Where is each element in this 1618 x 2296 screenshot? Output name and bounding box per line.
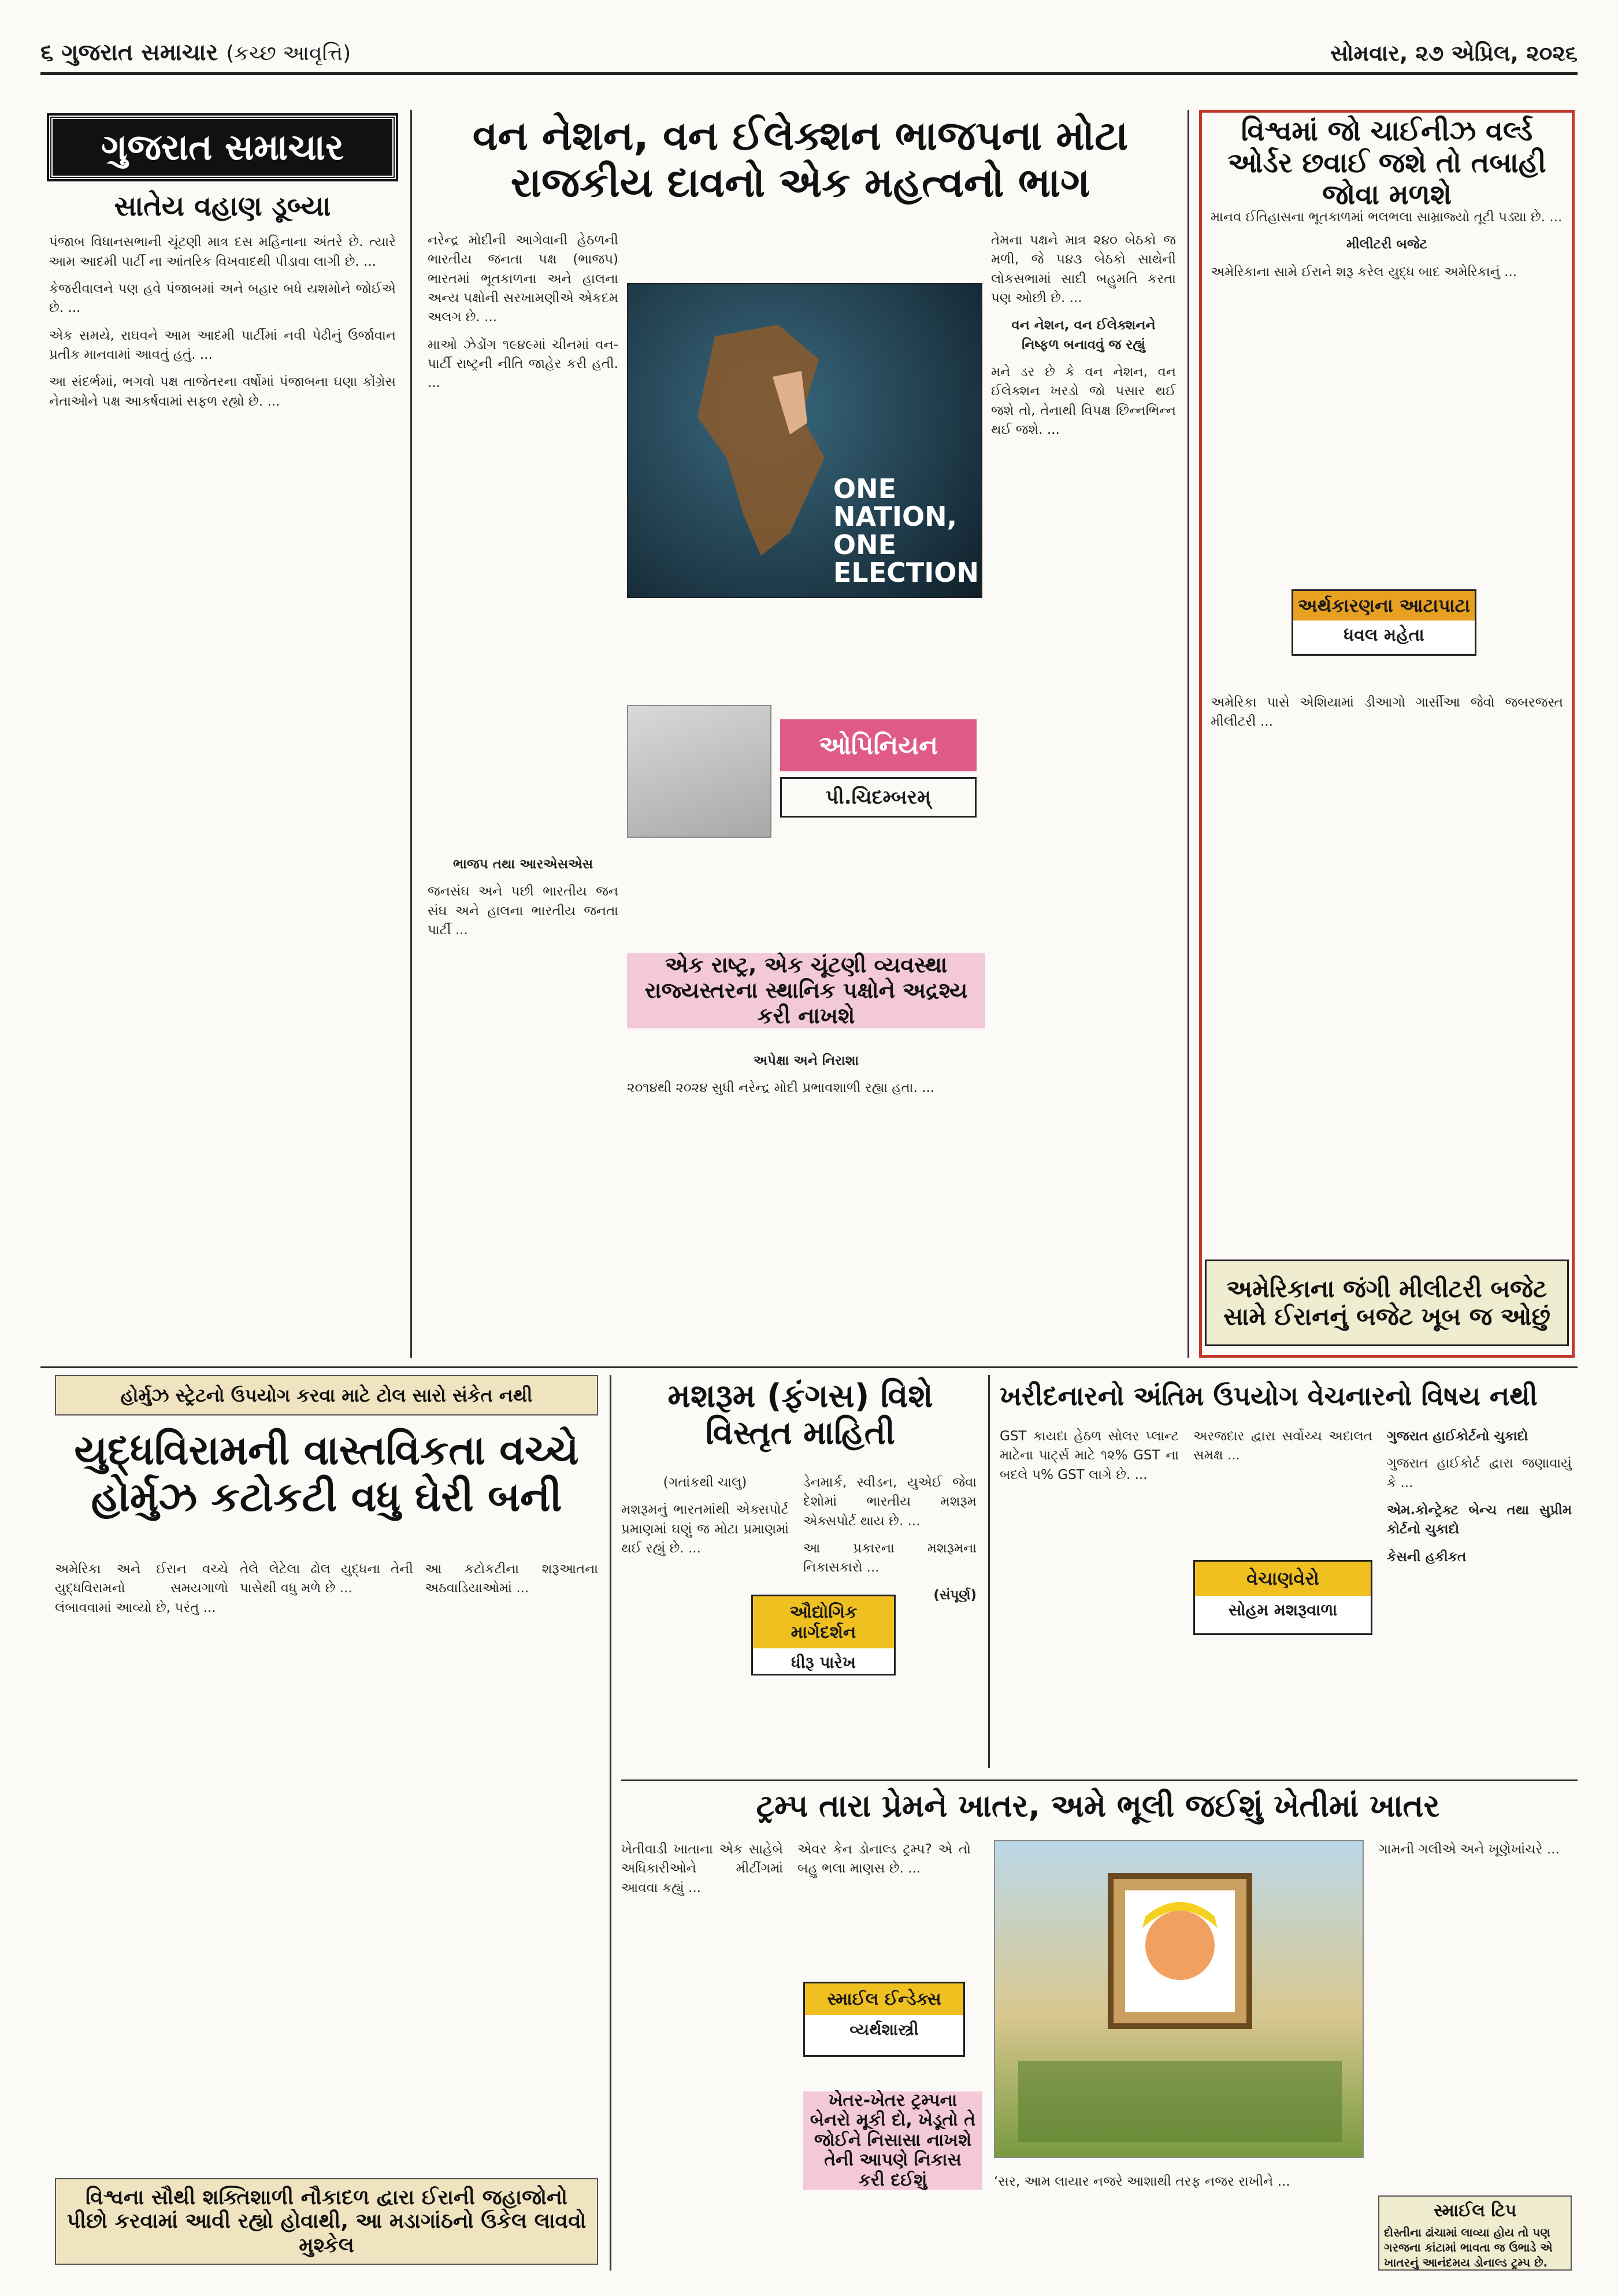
- hormuz-col-3: [425, 1560, 598, 1607]
- gst-column-tag-box: [1193, 1560, 1372, 1635]
- author-photo: [627, 705, 771, 838]
- opinion-author: પી.ચિદમ્બરમ્: [780, 777, 977, 818]
- gst-subhead-2: એમ.કોન્ટ્રેક્ટ બેન્ચ તથા સુપ્રીમ કોર્ટનો ચુકાદો: [1387, 1503, 1572, 1537]
- main-para-6: ૨૦૧૪થી ૨૦૨૪ સુધી નરેન્દ્ર મોદી પ્રભાવશાળી રહ્યા હતા. ...: [627, 1080, 935, 1096]
- gst-headline: ખરીદનારનો અંતિમ ઉપયોગ વેચનારનો વિષય નથી: [1000, 1380, 1538, 1411]
- trump-para-4: ગામની ગલીએ અને ખૂણેખાંચરે ...: [1378, 1842, 1560, 1857]
- mushroom-para-1: મશરૂમનું ભારતમાંથી એક્સપોર્ટ પ્રમાણમાં ઘણું જ મોટા પ્રમાણમાં થઈ રહ્યું છે. ...: [621, 1502, 789, 1556]
- image-caption: ONE NATION, ONE ELECTION: [833, 473, 979, 588]
- one-nation-image: [627, 283, 982, 598]
- smile-tip-text: દોસ્તીના ઢાંચામાં લાવ્યા હોય તો પણ ગરજના કાંટામાં ભાવતા જ ઉભાડે એ ખાતરનું આનંદમય ડોનાલ્ડ ટ્રમ્પ છે.: [1384, 2225, 1553, 2269]
- edition-label: (કચ્છ આવૃત્તિ): [226, 42, 351, 65]
- trump-col-3: [994, 2172, 1364, 2200]
- left-para-2: કેજરીવાલને પણ હવે પંજાબમાં અને બહાર બધે યશમોને જોઈએ છે. ...: [49, 281, 396, 316]
- main-para-1: નરેન્દ્ર મોદીની આગેવાની હેઠળની ભારતીય જનતા પક્ષ (ભાજપ) ભારતમાં ભૂતકાળના અને હાલના અન્ય પક્ષોની સરખામણીએ એકદમ અલગ છે. ...: [428, 233, 618, 325]
- right-headline: વિશ્વમાં જો ચાઈનીઝ વર્લ્ડ ઓર્ડર છવાઈ જશે તો તબાહી જોવા મળશે: [1227, 115, 1546, 211]
- main-para-2: માઓ ઝેડોંગ ૧૯૪૯માં ચીનમાં વન-પાર્ટી રાષ્ટ્રની નીતિ જાહેર કરી હતી. ...: [428, 337, 618, 391]
- column-tag: અર્થકારણના આટાપાટા: [1293, 591, 1475, 621]
- hormuz-col-2: [240, 1560, 413, 1607]
- left-para-3: એક સમયે, રાઘવને આમ આદમી પાર્ટીમાં નવી પેઢીનું ઉર્જાવાન પ્રતીક માનવામાં આવતું હતું. ...: [49, 328, 396, 362]
- trump-pull-quote: ખેતર-ખેતર ટ્રમ્પના બેનરો મૂકી દો, ખેડૂતો તે જોઈને નિસાસા નાખશે તેની આપણે નિકાસ કરી દઈશું: [810, 2090, 976, 2190]
- mushroom-para-3: આ પ્રકારના મશરૂમના નિકાસકારો ...: [803, 1541, 977, 1576]
- gst-subhead-3: કેસની હકીકત: [1387, 1549, 1467, 1565]
- gst-author: સોહમ મશરૂવાળા: [1228, 1600, 1338, 1619]
- hormuz-headline: યુદ્ધવિરામની વાસ્તવિકતા વચ્ચે હોર્મુઝ કટોકટી વધુ ઘેરી બની: [74, 1426, 579, 1521]
- column-divider: [610, 1375, 611, 2271]
- right-subhead-1: મીલીટરી બજેટ: [1346, 237, 1428, 252]
- gst-para-2: અરજદાર દ્વારા સર્વોચ્ચ અદાલત સમક્ષ ...: [1193, 1429, 1372, 1463]
- hormuz-kicker-box: [55, 1375, 598, 1416]
- trump-author: વ્યર્થશાસ્ત્રી: [849, 2020, 919, 2039]
- mushroom-headline: મશરૂમ (ફંગસ) વિશે વિસ્તૃત માહિતી: [667, 1377, 933, 1452]
- right-body-lower: [1211, 693, 1563, 740]
- trump-col-1: [621, 1840, 783, 1906]
- left-para-4: આ સંદર્ભમાં, ભગવો પક્ષ તાજેતરના વર્ષોમાં પંજાબના ઘણા કોંગ્રેસ નેતાઓને પક્ષ આકર્ષવામાં સફળ રહ્યો છે. ...: [49, 374, 396, 409]
- gst-col-1: [1000, 1427, 1179, 1493]
- main-col-4: [991, 231, 1176, 448]
- cartoon-illustration: [995, 1841, 1365, 2159]
- left-column: [49, 191, 396, 419]
- section-divider: [40, 1366, 1578, 1368]
- main-col-1: [428, 231, 618, 402]
- trump-column-tag-box: [803, 1982, 965, 2057]
- column-divider: [1187, 110, 1189, 1358]
- mushroom-author: ધીરૂ પારેખ: [791, 1653, 856, 1672]
- column-tag-box: [1292, 589, 1476, 656]
- page-label: ૬ ગુજરાત સમાચાર (કચ્છ આવૃત્તિ): [40, 39, 351, 66]
- issue-date: સોમવાર, ૨૭ એપ્રિલ, ૨૦૨૬: [1330, 40, 1578, 66]
- pull-quote-box: [627, 953, 985, 1028]
- hormuz-para-3: આ કટોકટીના શરૂઆતના અઠવાડિયાઓમાં ...: [425, 1562, 598, 1596]
- left-headline: સાતેય વહાણ ડૂબ્યા: [114, 190, 331, 222]
- main-para-4: મને ડર છે કે વન નેશન, વન ઈલેક્શન ખરડો જો પસાર થઈ જશે તો, તેનાથી વિપક્ષ છિન્નભિન્ન થઈ જશે. ...: [991, 365, 1176, 438]
- main-col-lower-2: [627, 1052, 985, 1106]
- callout-text: અમેરિકાના જંગી મીલીટરી બજેટ સામે ઈરાનનું બજેટ ખૂબ જ ઓછું: [1223, 1274, 1550, 1331]
- trump-para-1: ખેતીવાડી ખાતાના એક સાહેબે અધિકારીઓને મીટીંગમાં આવવા કહ્યું ...: [621, 1842, 783, 1896]
- main-subhead-2: ભાજપ તથા આરએસએસ: [452, 857, 593, 872]
- main-col-lower-1: [428, 855, 618, 948]
- trump-column-tag: સ્માઈલ ઈન્ડેક્સ: [805, 1983, 963, 2015]
- trump-headline: ટ્રમ્પ તારા પ્રેમને ખાતર, અમે ભૂલી જઈશું ખેતીમાં ખાતર: [756, 1788, 1440, 1824]
- hormuz-para-1: અમેરિકા અને ઈરાન વચ્ચે યુદ્ધવિરામનો સમયગાળો લંબાવવામાં આવ્યો છે, પરંતુ ...: [55, 1562, 228, 1615]
- trump-para-3: ‘સર, આમ લાયાર નજરે આશાથી તરફ નજર રાખીને ...: [994, 2174, 1290, 2189]
- gst-para-1: GST કાયદા હેઠળ સોલર પ્લાન્ટ માટેના પાર્ટ્સ માટે ૧૨% GST ના બદલે ૫% GST લાગે છે. ...: [1000, 1429, 1179, 1483]
- trump-col-2: [797, 1840, 971, 1887]
- hormuz-bottom-box: [55, 2178, 598, 2265]
- right-para-2: અમેરિકાના સામે ઈરાને શરૂ કરેલ યુદ્ધ બાદ અમેરિકાનું ...: [1211, 264, 1517, 280]
- gst-col-3: [1387, 1427, 1572, 1575]
- smile-tip-box: [1378, 2195, 1572, 2271]
- main-para-3: તેમના પક્ષને માત્ર ૨૪૦ બેઠકો જ મળી, જે ૫૪૩ બેઠકો સાથેની લોકસભામાં સાદી બહુમતિ કરતા પણ ઓછી છે. ...: [991, 233, 1176, 306]
- hormuz-bottom-text: વિશ્વના સૌથી શક્તિશાળી નૌકાદળ દ્વારા ઈરાની જહાજોનો પીછો કરવામાં આવી રહ્યો હોવાથી, આ મડાગાંઠનો ઉકેલ લાવવો મુશ્કેલ: [66, 2185, 587, 2257]
- trump-col-4: [1378, 1840, 1572, 1867]
- gst-para-3: ગુજરાત હાઈકોર્ટ દ્વારા જણાવાયું કે ...: [1387, 1456, 1572, 1491]
- trump-para-2: એવર કેન ડોનાલ્ડ ટ્રમ્પ? એ તો બહુ ભલા માણસ છે. ...: [797, 1842, 971, 1877]
- column-divider: [988, 1375, 990, 1768]
- masthead-logo: ગુજરાત સમાચાર: [49, 116, 396, 179]
- hormuz-para-2: તેલે લેટેલા ઢોલ યુદ્ધના તેની પાસેથી વધુ મળે છે ...: [240, 1562, 413, 1596]
- mushroom-note: (ગતાંકથી ચાલુ): [663, 1475, 747, 1490]
- right-body-top: [1211, 208, 1563, 290]
- opinion-tag: ઓપિનિયન: [780, 719, 977, 771]
- right-para-1: માનવ ઈતિહાસના ભૂતકાળમાં ભલભલા સામ્રાજ્યો તૂટી પડ્યા છે. ...: [1211, 210, 1563, 225]
- right-para-3: અમેરિકા પાસે એશિયામાં ડીઆગો ગાર્સીઆ જેવો જબરજસ્ત મીલીટરી ...: [1211, 695, 1563, 730]
- trump-pull-quote-box: [803, 2091, 982, 2190]
- page-header: [40, 35, 1578, 75]
- mushroom-para-2: ડેનમાર્ક, સ્વીડન, યુએઈ જેવા દેશોમાં ભારતીય મશરૂમ એક્સપોર્ટ થાય છે. ...: [803, 1475, 977, 1529]
- hormuz-kicker: હોર્મુઝ સ્ટ્રેટનો ઉપયોગ કરવા માટે ટોલ સારો સંકેત નથી: [120, 1384, 533, 1406]
- mushroom-col-1: [621, 1473, 789, 1566]
- left-para-1: પંજાબ વિધાનસભાની ચૂંટણી માત્ર દસ મહિનાના અંતરે છે. ત્યારે આમ આદમી પાર્ટી ના આંતરિક વિખવાદથી પીડાવા લાગી છે. ...: [49, 235, 396, 269]
- column-author: ધવલ મહેતા: [1344, 625, 1424, 645]
- main-subhead-1: વન નેશન, વન ઈલેક્શનને નિષ્ફળ બનાવવું જ રહ્યું: [1011, 318, 1156, 352]
- hormuz-col-1: [55, 1560, 228, 1626]
- gst-column-tag: વેચાણવેરો: [1195, 1562, 1371, 1596]
- main-headline: વન નેશન, વન ઈલેક્શન ભાજપના મોટા રાજકીય દાવનો એક મહત્વનો ભાગ: [472, 112, 1129, 206]
- smile-tip-title: સ્માઈલ ટિપ: [1433, 2201, 1517, 2221]
- pull-quote: એક રાષ્ટ્ર, એક ચૂંટણી વ્યવસ્થા રાજ્યસ્તરના સ્થાનિક પક્ષોને અદ્રશ્ય કરી નાખશે: [644, 952, 968, 1028]
- mushroom-col-2: [803, 1473, 977, 1613]
- trump-cartoon: [994, 1840, 1364, 2158]
- main-subhead-3: અપેક્ષા અને નિરાશા: [753, 1053, 859, 1068]
- callout-box: [1205, 1260, 1569, 1346]
- mushroom-source: (સંપૂર્ણ): [933, 1587, 977, 1603]
- column-divider: [410, 110, 412, 1358]
- section-divider: [621, 1779, 1578, 1781]
- gst-col-2: [1193, 1427, 1372, 1474]
- mushroom-column-tag: ઔદ્યોગિક માર્ગદર્શન: [753, 1596, 894, 1648]
- main-para-5: જનસંઘ અને પછી ભારતીય જન સંઘ અને હાલના ભારતીય જનતા પાર્ટી ...: [428, 884, 618, 938]
- gst-subhead-1: ગુજરાત હાઈકોર્ટનો ચુકાદો: [1387, 1429, 1528, 1444]
